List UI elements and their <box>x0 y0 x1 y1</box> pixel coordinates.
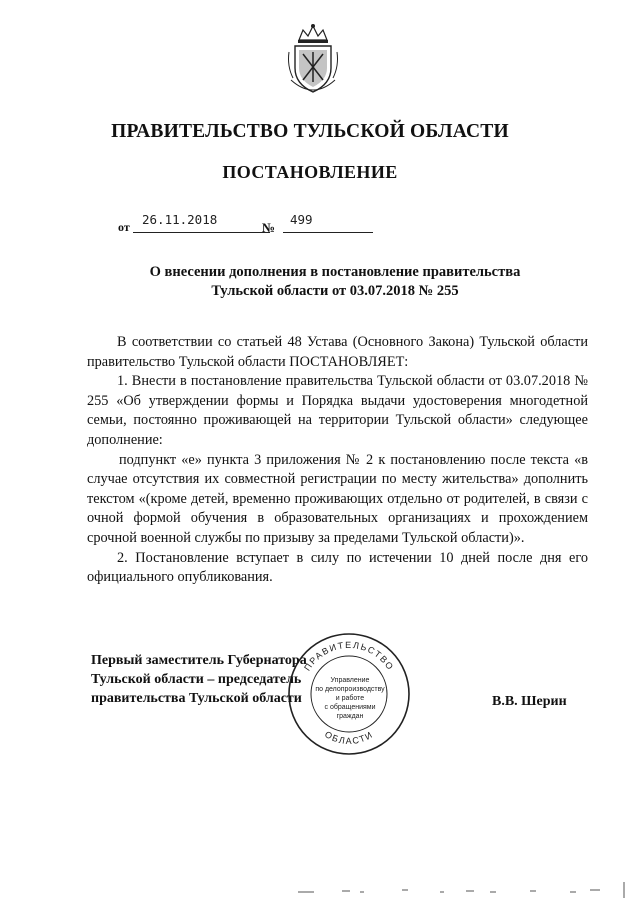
stamp-center-line: по делопроизводству <box>315 686 385 693</box>
document-subject <box>60 263 610 301</box>
signatory-title <box>91 651 351 708</box>
body-paragraph-item-1: 1. Внести в постановление правительства Тульской области от 03.07.2018 № 255 «Об утверждении формы и Порядка выдачи удостоверения многодетной семьи, постоянно проживающей на территории Тульской области» следующее дополнение: <box>87 373 588 448</box>
stamp-center-line: с обращениями <box>324 704 376 711</box>
government-title: ПРАВИТЕЛЬСТВО ТУЛЬСКОЙ ОБЛАСТИ <box>111 121 509 142</box>
signer-name: В.В. Шерин <box>492 694 567 709</box>
stamp-ring-bottom: ОБЛАСТИ <box>322 729 376 747</box>
stamp-center-line: и работе <box>335 695 365 702</box>
stamp-ring-top: ПРАВИТЕЛЬСТВО <box>302 639 396 673</box>
tula-coat-of-arms-icon <box>285 22 341 98</box>
document-type: ПОСТАНОВЛЕНИЕ <box>222 162 398 182</box>
stamp-center-line: граждан <box>336 713 364 720</box>
signatory-title-line-2: Тульской области – председатель <box>91 672 302 687</box>
date-value: 26.11.2018 <box>142 212 218 227</box>
stamp-center-line: Управление <box>330 677 370 684</box>
number-label: № <box>262 220 276 235</box>
body-paragraph-amendment: подпункт «е» пункта 3 приложения № 2 к постановлению после текста «в случае отсутствия их совместной регистрации по месту жительства» дополнить текстом «(кроме детей, временно проживающих отдельно от родителей, в связи с очной формой обучения в образовательных организациях и прохождением срочной военной службы по призыву за пределами Тульской области)». <box>87 451 588 546</box>
scan-artifacts <box>290 880 630 900</box>
body-paragraph-item-2: 2. Постановление вступает в силу по истечении 10 дней после дня его официального опубликования. <box>87 549 588 586</box>
signatory-title-line-1: Первый заместитель Губернатора <box>91 653 307 668</box>
number-underline <box>283 232 373 233</box>
subject-line-2: Тульской области от 03.07.2018 № 255 <box>211 283 459 299</box>
document-body <box>87 333 588 588</box>
date-underline <box>133 232 270 233</box>
subject-line-1: О внесении дополнения в постановление правительства <box>149 264 521 280</box>
body-paragraph-intro: В соответствии со статьей 48 Устава (Основного Закона) Тульской области правительство Тульской области ПОСТАНОВЛЯЕТ: <box>87 334 588 370</box>
date-label: от <box>118 220 130 234</box>
signatory-title-line-3: правительства Тульской области <box>91 691 302 706</box>
number-value: 499 <box>290 212 313 227</box>
